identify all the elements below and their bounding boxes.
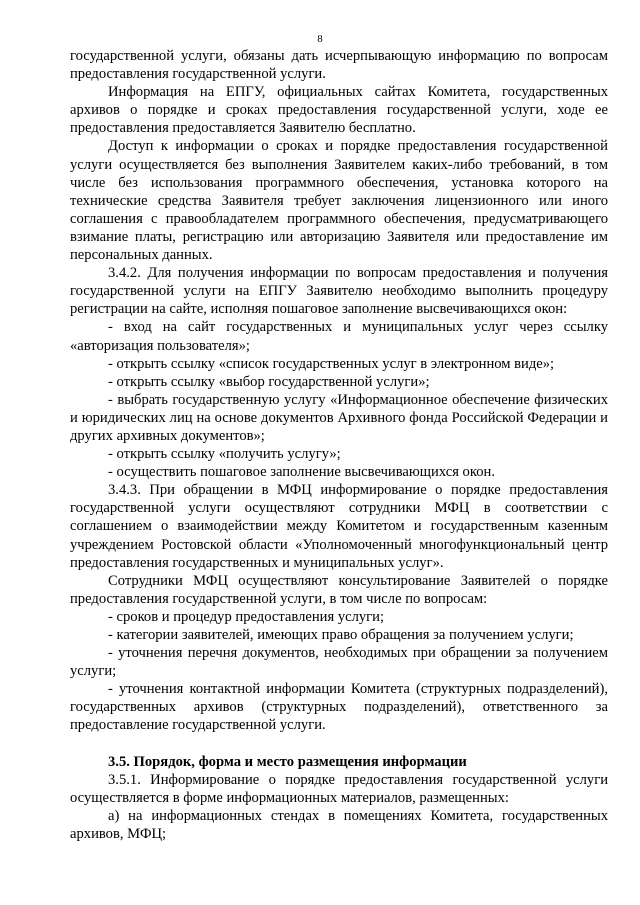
paragraph-3-5-1: 3.5.1. Информирование о порядке предоставления государственной услуги осуществляется в форме информационных материалов, размещенных: bbox=[70, 771, 608, 806]
list-item: - открыть ссылку «выбор государственной услуги»; bbox=[108, 373, 430, 390]
list-item: - выбрать государственную услугу «Информационное обеспечение физических и юридических лиц на основе документов Архивного фонда Российской Федерации и других архивных документов»; bbox=[70, 391, 608, 444]
list-item: а) на информационных стендах в помещениях Комитета, государственных архивов, МФЦ; bbox=[70, 807, 608, 842]
list-item: - открыть ссылку «список государственных услуг в электронном виде»; bbox=[108, 355, 555, 372]
list-item: - открыть ссылку «получить услугу»; bbox=[108, 446, 341, 463]
paragraph-mfc-staff: Сотрудники МФЦ осуществляют консультирование Заявителей о порядке предоставления государственной услуги, в том числе по вопросам: bbox=[70, 572, 608, 607]
paragraph-continuation: государственной услуги, обязаны дать исчерпывающую информацию по вопросам предоставления государственной услуги. bbox=[70, 48, 608, 83]
page-number: 8 bbox=[317, 34, 323, 45]
list-item: - осуществить пошаговое заполнение высвечивающихся окон. bbox=[108, 464, 495, 481]
list-item: - сроков и процедур предоставления услуги; bbox=[108, 608, 385, 625]
paragraph-access: Доступ к информации о сроках и порядке предоставления государственной услуги осуществляется без выполнения Заявителем каких-либо требований, в том числе без использования программного обеспечения, установка которого на технические средства Заявителя требует заключения лицензионного или иного соглашения с правообладателем программного обеспечения, предусматривающего взимание платы, регистрацию или авторизацию Заявителя или предоставление им персональных данных. bbox=[70, 138, 608, 264]
list-item: - вход на сайт государственных и муниципальных услуг через ссылку «авторизация пользователя»; bbox=[70, 319, 608, 354]
list-item: - уточнения контактной информации Комитета (структурных подразделений), государственных архивов (структурных подразделений), ответственного за предоставление государственной услуги. bbox=[70, 681, 608, 734]
list-item: - уточнения перечня документов, необходимых при обращении за получением услуги; bbox=[70, 645, 608, 680]
section-heading: 3.5. Порядок, форма и место размещения информации bbox=[108, 753, 467, 770]
paragraph-3-4-2: 3.4.2. Для получения информации по вопросам предоставления и получения государственной услуги на ЕПГУ Заявителю необходимо выполнить процедуру регистрации на сайте, исполняя пошаговое заполнение высвечивающихся окон: bbox=[70, 265, 608, 318]
paragraph-3-4-3: 3.4.3. При обращении в МФЦ информирование о порядке предоставления государственной услуги осуществляют сотрудники МФЦ в соответствии с соглашением о взаимодействии между Комитетом и государственным казенным учреждением Ростовской области «Уполномоченный многофункциональный центр предоставления государственных и муниципальных услуг». bbox=[70, 482, 608, 571]
list-item: - категории заявителей, имеющих право обращения за получением услуги; bbox=[108, 627, 574, 643]
paragraph-epgu-info: Информация на ЕПГУ, официальных сайтах Комитета, государственных архивов о порядке и сроках предоставления государственной услуги, ходе ее предоставления предоставляется Заявителю бесплатно. bbox=[70, 84, 608, 137]
document-body bbox=[70, 47, 608, 843]
